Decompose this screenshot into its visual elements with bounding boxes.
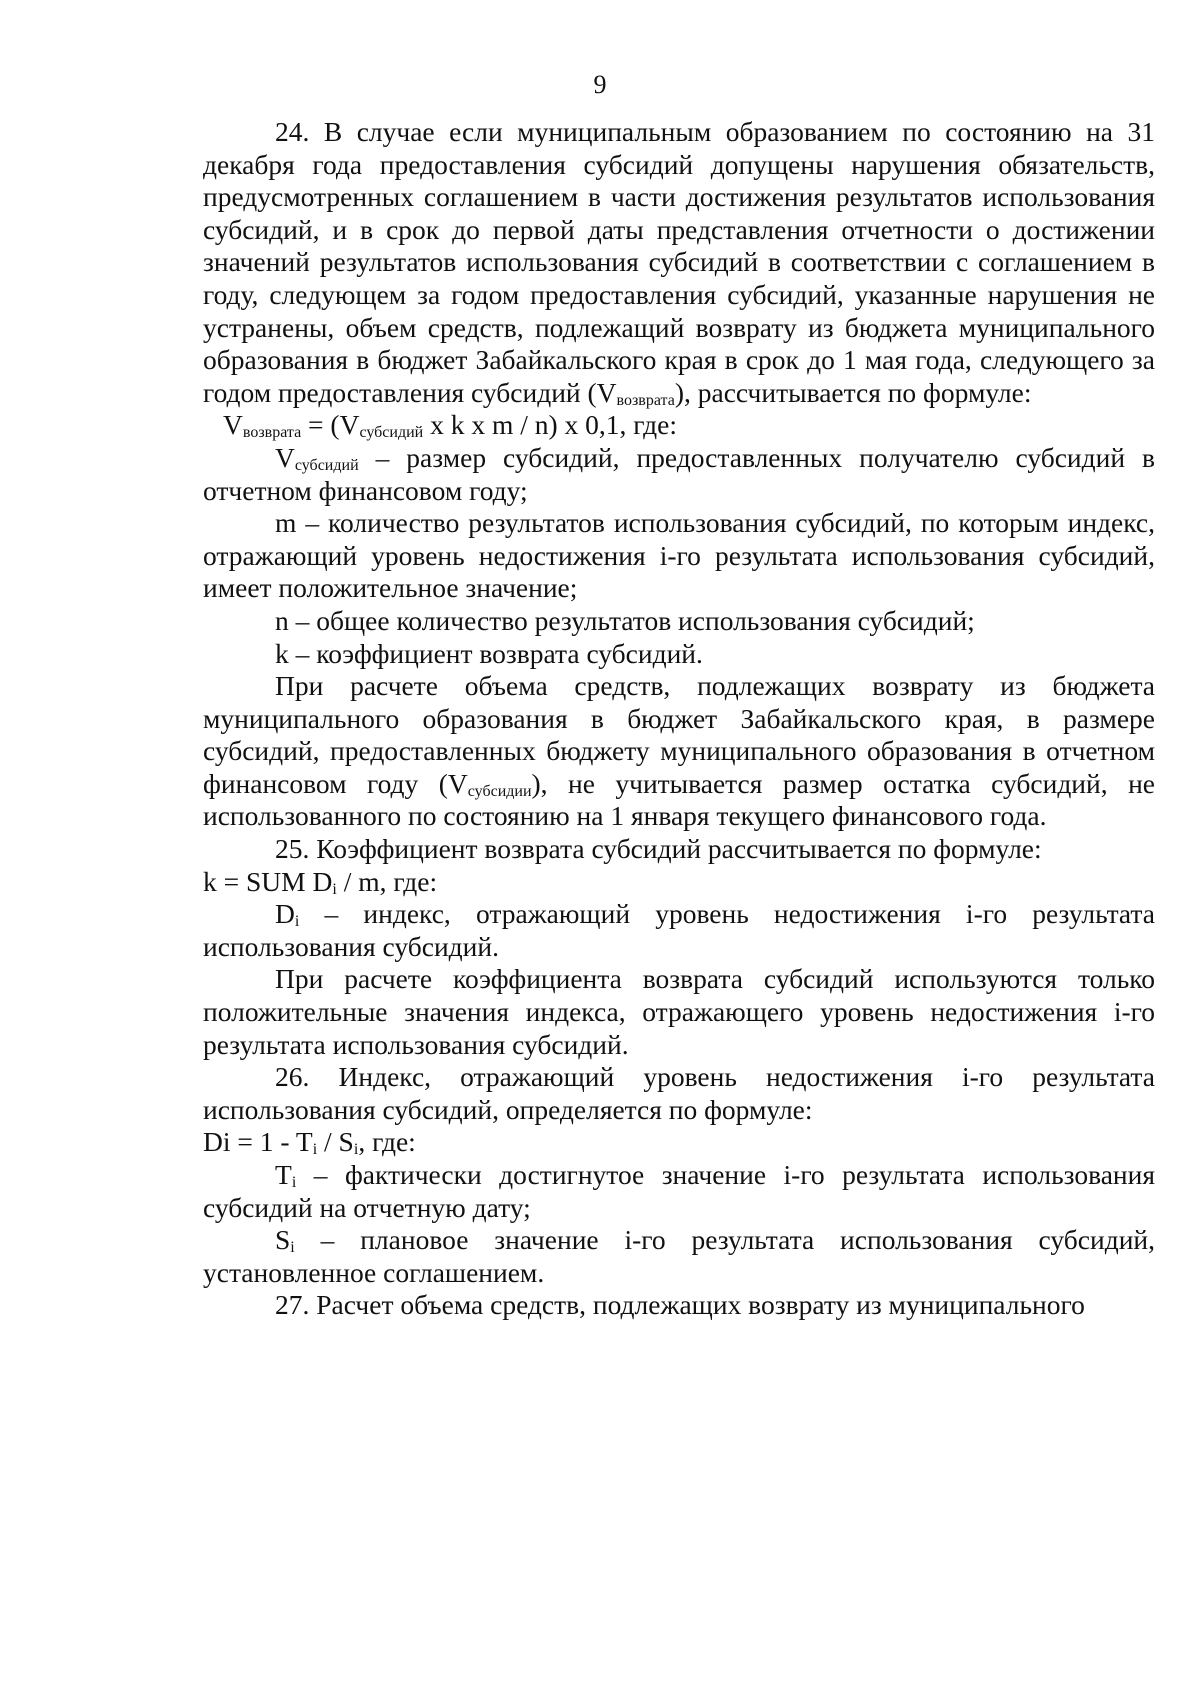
paragraph-24: 24. В случае если муниципальным образованием по состоянию на 31 декабря года предоставления субсидий допущены нарушения обязательств, предусмотренных соглашением в части достижения результатов использования субсидий, и в срок до первой даты представления отчетности о достижении значений результатов использования субсидий в соответствии с соглашением в году, следующем за годом предоставления субсидий, указанные нарушения не устранены, объем средств, подлежащий возврату из бюджета муниципального образования в бюджет Забайкальского края в срок до 1 мая года, следующего за годом предоставления субсидий $(V_{возврата})$, рассчитывается по формуле: (203, 116, 1155, 409)
document-body (203, 116, 1155, 1322)
definition-k: k – коэффициент возврата субсидий. (275, 637, 703, 669)
formula-di: $Di = 1 - T_i / S_i$, где: (203, 1126, 416, 1159)
definition-si: $S_i$ – плановое значение i-го результата использования субсидий, установленное соглашением. (203, 1224, 1155, 1288)
page-number: 9 (593, 70, 607, 99)
formula-v-vozvrata: $V_{возврата} = (V_{субсидий}$ x k x m / n) x 0,1, где: (223, 409, 678, 442)
definition-v-subsidiy: $V_{субсидий}$ – размер субсидий, предоставленных получателю субсидий в отчетном финансовом году; (203, 441, 1155, 506)
definition-di: $D_i$ – индекс, отражающий уровень недостижения i-го результата использования субсидий. (203, 898, 1155, 962)
paragraph-calculation-note: При расчете объема средств, подлежащих возврату из бюджета муниципального образования в бюджет Забайкальского края, в размере субсидий, предоставленных бюджету муниципального образования в отчетном финансовом году $(V_{субсидии})$, не учитывается размер остатка субсидий, не использованного по состоянию на 1 января текущего финансового года. (203, 670, 1155, 832)
formula-k: k = SUM $D_i$ / m, где: (203, 865, 438, 898)
paragraph-26: 26. Индекс, отражающий уровень недостижения i-го результата использования субсидий, определяется по формуле: (203, 1061, 1155, 1125)
subscript-vozvrata: возврата (616, 391, 675, 409)
paragraph-25: 25. Коэффициент возврата субсидий рассчитывается по формуле: (275, 833, 1042, 865)
paragraph-27: 27. Расчет объема средств, подлежащих возврату из муниципального (275, 1289, 1085, 1321)
definition-ti: $T_i$ – фактически достигнутое значение i-го результата использования субсидий на отчетную дату; (203, 1159, 1155, 1223)
definition-n: n – общее количество результатов использования субсидий; (275, 604, 975, 636)
paragraph-coefficient-note: При расчете коэффициента возврата субсидий используются только положительные значения индекса, отражающего уровень недостижения i-го результата использования субсидий. (203, 963, 1155, 1060)
definition-m: m – количество результатов использования субсидий, по которым индекс, отражающий уровень недостижения i-го результата использования субсидий, имеет положительное значение; (203, 507, 1155, 604)
